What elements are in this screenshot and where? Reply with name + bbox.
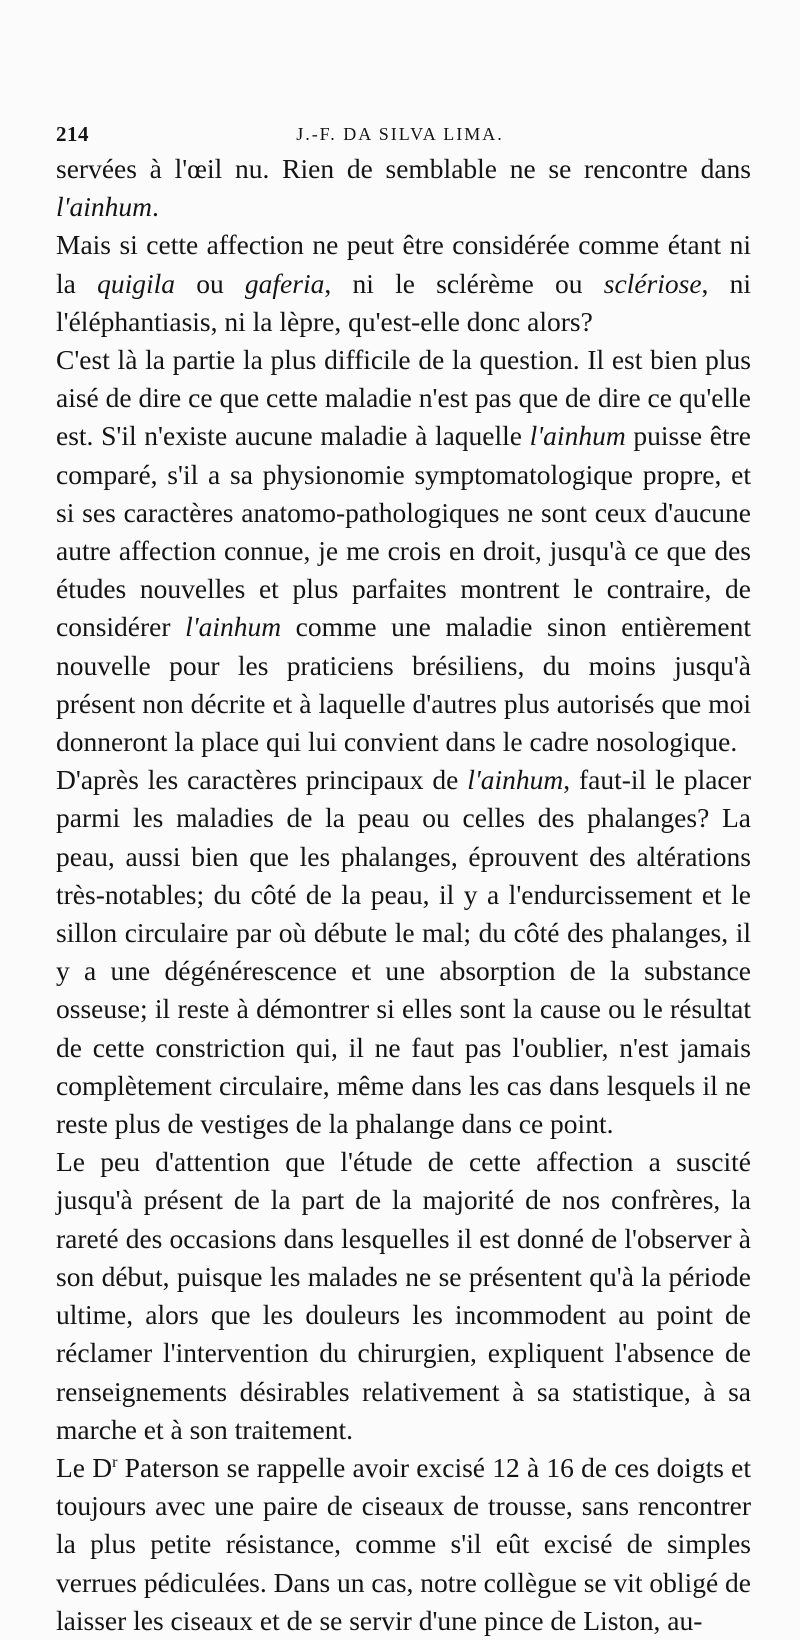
italic-text: l'ainhum <box>185 611 282 643</box>
italic-text: sclériose <box>603 267 702 299</box>
paragraph <box>56 761 751 1143</box>
body-text <box>56 150 751 1640</box>
text-run: , ni le sclérème ou <box>324 267 604 299</box>
paragraph <box>56 341 751 761</box>
text-run: Le peu d'attention que l'étude de cette affection a suscité jusqu'à présent de la part de la majorité de nos confrères, la rareté des occasions dans lesquelles il est donné de l'observer à son début, puisque les malades ne se présentent qu'à la période ultime, alors que les douleurs les incommodent au point de réclamer l'intervention du chirurgien, expliquent l'absence de renseignements désirables relativement à sa statistique, à sa marche et à son traitement. <box>56 1146 751 1445</box>
paragraph <box>56 226 751 341</box>
italic-text: l'ainhum <box>467 764 564 796</box>
italic-text: l'ainhum <box>529 420 626 452</box>
text-run: Mais si cette affection ne peut être considérée comme étant ni la <box>56 229 751 299</box>
text-run: puisse être comparé, s'il a sa physionomie symptomatologique propre, et si ses caractères anatomo-pathologiques ne sont ceux d'aucune autre affection connue, je me crois en droit, jusqu'à ce que des études nouvelles et plus parfaites montrent le contraire, de considérer <box>56 420 751 643</box>
paragraph <box>56 1143 751 1449</box>
italic-text: gaferia <box>244 267 325 299</box>
text-run: ou <box>174 267 245 299</box>
paragraph <box>56 1449 751 1640</box>
text-run: , faut-il le placer parmi les maladies de la peau ou celles des phalanges? La peau, aussi bien que les phalanges, éprouvent des altérations très-notables; du côté de la peau, il y a l'endurcissement et le sillon circulaire par où débute le mal; du côté des phalanges, il y a une dégénérescence et une absorption de la substance osseuse; il reste à démontrer si elles sont la cause ou le résultat de cette constriction qui, il ne faut pas l'oublier, n'est jamais complètement circulaire, même dans les cas dans lesquels il ne reste plus de vestiges de la phalange dans ce point. <box>56 764 751 1140</box>
text-run: C'est là la partie la plus difficile de la question. Il est bien plus aisé de dire ce que cette maladie n'est pas que de dire ce qu'elle est. S'il n'existe aucune maladie à laquelle <box>56 344 751 452</box>
running-head: J.-F. DA SILVA LIMA. <box>296 124 504 144</box>
text-run: . <box>152 191 159 223</box>
italic-text: quigila <box>97 267 175 299</box>
superscript-text: r <box>112 1453 118 1471</box>
text-run: , ni l'éléphantiasis, ni la lèpre, qu'est-elle donc alors? <box>56 267 752 337</box>
text-run: comme une maladie sinon entièrement nouvelle pour les praticiens brésiliens, du moins jusqu'à présent non décrite et à laquelle d'autres plus autorisés que moi donneront la place qui lui convient dans le cadre nosologique. <box>56 611 751 758</box>
paragraph <box>56 150 751 226</box>
text-run: Le D <box>56 1451 113 1483</box>
text-run: D'après les caractères principaux de <box>56 764 468 796</box>
text-run: servées à l'œil nu. Rien de semblable ne se rencontre dans <box>56 153 751 184</box>
italic-text: l'ainhum <box>56 191 153 223</box>
page-number: 214 <box>56 122 89 146</box>
text-run: Paterson se rappelle avoir excisé 12 à 16 de ces doigts et toujours avec une paire de ciseaux de trousse, sans rencontrer la plus petite résistance, comme s'il eût excisé de simples verrues pédiculées. Dans un cas, notre collègue se vit obligé de laisser les ciseaux et de se servir d'une pince de Liston, au- <box>56 1451 751 1636</box>
page-header <box>56 122 744 152</box>
